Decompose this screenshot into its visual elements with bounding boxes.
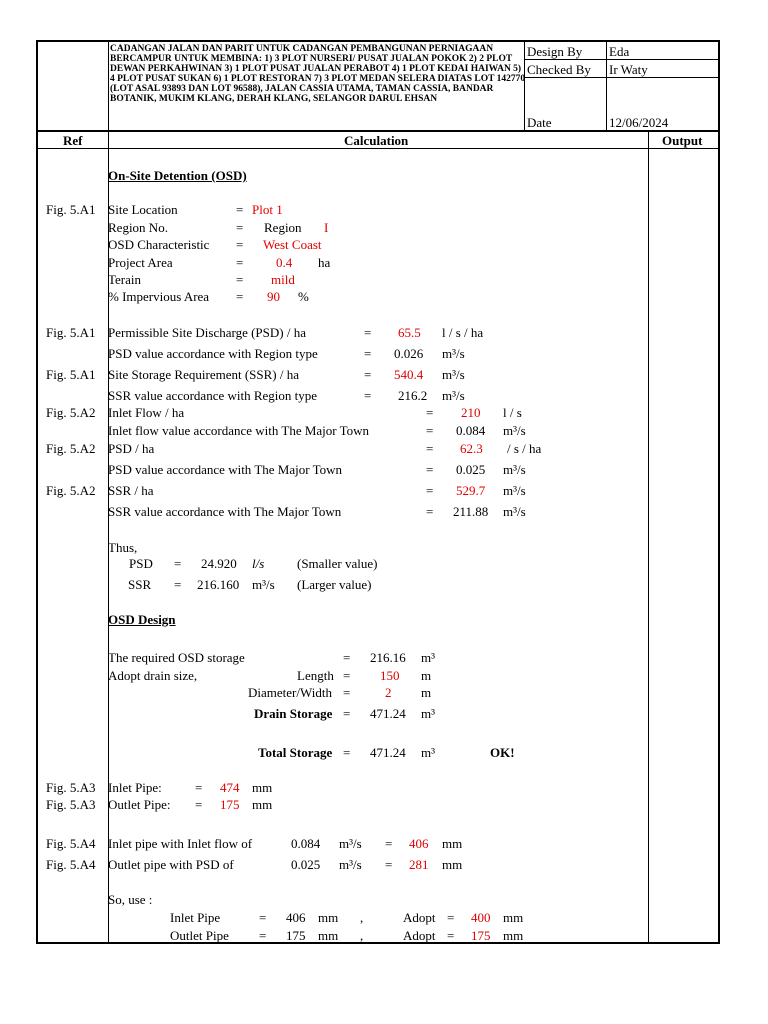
unit-mm: mm	[442, 857, 463, 872]
unit-m3s: m³/s	[339, 857, 362, 872]
design-by-label: Design By	[527, 44, 583, 59]
project-area-label: Project Area	[108, 255, 173, 270]
inlet-pipe-size-value: 406	[409, 836, 429, 851]
equals-sign: =	[259, 910, 267, 925]
equals-sign: =	[364, 388, 372, 403]
equals-sign: =	[195, 780, 203, 795]
equals-sign: =	[426, 441, 434, 456]
ssr-per-ha-town-label: SSR / ha	[108, 483, 154, 498]
unit-mm: mm	[252, 797, 273, 812]
adopt-word: Adopt	[403, 910, 436, 925]
ssr-per-ha-value: 540.4	[394, 367, 424, 382]
ref-label: Fig. 5.A2	[46, 483, 96, 498]
psd-per-ha-town-unit: / s / ha	[507, 441, 542, 456]
adopt-inlet-value: 400	[471, 910, 491, 925]
adopt-word: Adopt	[403, 928, 436, 943]
comma: ,	[360, 910, 364, 925]
unit-mm: mm	[318, 928, 339, 943]
ssr-region-label: SSR value accordance with Region type	[108, 388, 318, 403]
psd-per-ha-town-value: 62.3	[460, 441, 483, 456]
ssr-region-value: 216.2	[398, 388, 428, 403]
ref-label: Fig. 5.A1	[46, 367, 96, 382]
terain-label: Terain	[108, 272, 142, 287]
ref-label: Fig. 5.A4	[46, 836, 96, 851]
unit-m3: m³	[421, 650, 436, 665]
equals-sign: =	[174, 577, 182, 592]
unit-m3s: m³/s	[442, 346, 465, 361]
outlet-pipe-value: 175	[220, 797, 240, 812]
ref-label: Fig. 5.A1	[46, 202, 96, 217]
psd-final-note: (Smaller value)	[297, 556, 378, 571]
use-inlet-value: 406	[286, 910, 306, 925]
required-storage-label: The required OSD storage	[108, 650, 245, 665]
equals-sign: =	[426, 483, 434, 498]
ref-label: Fig. 5.A3	[46, 797, 96, 812]
use-outlet-value: 175	[286, 928, 306, 943]
output-column-header: Output	[662, 133, 703, 148]
ssr-per-ha-town-value: 529.7	[456, 483, 486, 498]
region-value: I	[324, 220, 329, 235]
inlet-flow-per-ha-label: Inlet Flow / ha	[108, 405, 185, 420]
inlet-flow-per-ha-unit: l / s	[503, 405, 522, 420]
ref-label: Fig. 5.A2	[46, 441, 96, 456]
psd-town-label: PSD value accordance with The Major Town	[108, 462, 342, 477]
equals-sign: =	[426, 504, 434, 519]
impervious-area-value: 90	[267, 289, 280, 304]
equals-sign: =	[343, 745, 351, 760]
use-inlet-label: Inlet Pipe	[170, 910, 221, 925]
osd-characteristic-label: OSD Characteristic	[108, 237, 210, 252]
equals-sign: =	[236, 237, 244, 252]
project-area-value: 0.4	[276, 255, 293, 270]
equals-sign: =	[426, 405, 434, 420]
psd-region-label: PSD value accordance with Region type	[108, 346, 318, 361]
inlet-flow-town-label: Inlet flow value accordance with The Major Town	[108, 423, 370, 438]
psd-town-value: 0.025	[456, 462, 486, 477]
psd-per-ha-unit: l / s / ha	[442, 325, 484, 340]
equals-sign: =	[385, 836, 393, 851]
site-location-value: Plot 1	[252, 202, 283, 217]
equals-sign: =	[236, 289, 244, 304]
equals-sign: =	[426, 423, 434, 438]
equals-sign: =	[364, 325, 372, 340]
checked-by-value: Ir Waty	[609, 62, 648, 77]
psd-per-ha-town-label: PSD / ha	[108, 441, 155, 456]
unit-mm: mm	[318, 910, 339, 925]
unit-m3: m³	[421, 745, 436, 760]
ref-label: Fig. 5.A2	[46, 405, 96, 420]
design-by-value: Eda	[609, 44, 630, 59]
equals-sign: =	[343, 706, 351, 721]
unit-m3s: m³/s	[252, 577, 275, 592]
ok-status: OK!	[490, 745, 515, 760]
total-storage-value: 471.24	[370, 745, 406, 760]
outlet-pipe-psd-label: Outlet pipe with PSD of	[108, 857, 234, 872]
diameter-value: 2	[385, 685, 392, 700]
equals-sign: =	[385, 857, 393, 872]
equals-sign: =	[343, 650, 351, 665]
ssr-final-label: SSR	[128, 577, 152, 592]
outlet-pipe-label: Outlet Pipe:	[108, 797, 171, 812]
total-storage-label: Total Storage	[258, 745, 333, 760]
inlet-flow-town-value: 0.084	[456, 423, 486, 438]
equals-sign: =	[236, 202, 244, 217]
terain-value: mild	[271, 272, 295, 287]
ssr-town-value: 211.88	[453, 504, 489, 519]
psd-final-label: PSD	[129, 556, 153, 571]
outlet-pipe-size-value: 281	[409, 857, 429, 872]
osd-design-heading: OSD Design	[108, 612, 176, 627]
ssr-town-label: SSR value accordance with The Major Town	[108, 504, 342, 519]
drain-storage-label: Drain Storage	[254, 706, 333, 721]
ssr-per-ha-label: Site Storage Requirement (SSR) / ha	[108, 367, 300, 382]
checked-by-label: Checked By	[527, 62, 591, 77]
equals-sign: =	[426, 462, 434, 477]
region-word: Region	[264, 220, 302, 235]
date-value: 12/06/2024	[609, 115, 669, 130]
comma: ,	[360, 928, 364, 943]
unit-m: m	[421, 668, 432, 683]
osd-characteristic-value: West Coast	[263, 237, 322, 252]
date-label: Date	[527, 115, 552, 130]
adopt-outlet-value: 175	[471, 928, 491, 943]
unit-mm: mm	[503, 910, 524, 925]
ref-label: Fig. 5.A3	[46, 780, 96, 795]
impervious-area-label: % Impervious Area	[108, 289, 210, 304]
calculation-column-header: Calculation	[344, 133, 409, 148]
unit-m: m	[421, 685, 432, 700]
inlet-pipe-value: 474	[220, 780, 240, 795]
equals-sign: =	[447, 910, 455, 925]
ssr-final-note: (Larger value)	[297, 577, 372, 592]
equals-sign: =	[364, 367, 372, 382]
equals-sign: =	[447, 928, 455, 943]
required-storage-value: 216.16	[370, 650, 406, 665]
inlet-pipe-label: Inlet Pipe:	[108, 780, 162, 795]
impervious-area-unit: %	[298, 289, 309, 304]
ref-label: Fig. 5.A4	[46, 857, 96, 872]
psd-region-value: 0.026	[394, 346, 424, 361]
so-use-label: So, use :	[108, 892, 153, 907]
ref-column-header: Ref	[63, 133, 83, 148]
psd-per-ha-value: 65.5	[398, 325, 421, 340]
inlet-pipe-flow-label: Inlet pipe with Inlet flow of	[108, 836, 253, 851]
inlet-pipe-flow-value: 0.084	[291, 836, 321, 851]
project-title: CADANGAN JALAN DAN PARIT UNTUK CADANGAN PEMBANGUNAN PERNIAGAAN BERCAMPUR UNTUK MEMBINA: 1) 3 PLOT NURSERI/ PUSAT JUALAN POKOK 2) 2 PLOT DEWAN PERKAHWINAN 3) 1 PLOT PUSAT JUALAN PERABOT 4) 1 PLOT KEDAI HAIWAN 5) 4 PLOT PUSAT SUKAN 6) 1 PLOT RESTORAN 7) 3 PLOT MEDAN SELERA DIATAS LOT 142770 (LOT ASAL 93893 DAN LOT 96588), JALAN CASSIA UTAMA, TAMAN CASSIA, BANDAR BOTANIK, MUKIM KLANG, DERAH KLANG, SELANGOR DARUL EHSAN	[110, 44, 526, 104]
unit-m3s: m³/s	[503, 504, 526, 519]
equals-sign: =	[236, 272, 244, 287]
equals-sign: =	[259, 928, 267, 943]
thus-label: Thus,	[108, 540, 138, 555]
psd-per-ha-label: Permissible Site Discharge (PSD) / ha	[108, 325, 306, 340]
unit-m3: m³	[421, 706, 436, 721]
equals-sign: =	[195, 797, 203, 812]
unit-m3s: m³/s	[442, 388, 465, 403]
adopt-drain-label: Adopt drain size,	[108, 668, 198, 683]
header-value-divider	[606, 42, 607, 131]
unit-mm: mm	[252, 780, 273, 795]
unit-m3s: m³/s	[442, 367, 465, 382]
length-label: Length	[297, 668, 334, 683]
equals-sign: =	[343, 668, 351, 683]
psd-final-value: 24.920	[201, 556, 237, 571]
equals-sign: =	[174, 556, 182, 571]
drain-storage-value: 471.24	[370, 706, 406, 721]
psd-final-unit: l/s	[252, 556, 265, 571]
unit-mm: mm	[442, 836, 463, 851]
unit-m3s: m³/s	[503, 423, 526, 438]
unit-m3s: m³/s	[503, 483, 526, 498]
output-column-divider	[648, 131, 649, 944]
ref-label: Fig. 5.A1	[46, 325, 96, 340]
equals-sign: =	[364, 346, 372, 361]
diameter-label: Diameter/Width	[248, 685, 332, 700]
equals-sign: =	[236, 220, 244, 235]
site-location-label: Site Location	[108, 202, 178, 217]
equals-sign: =	[236, 255, 244, 270]
region-label: Region No.	[108, 220, 168, 235]
unit-m3s: m³/s	[339, 836, 362, 851]
ssr-final-value: 216.160	[197, 577, 240, 592]
unit-mm: mm	[503, 928, 524, 943]
equals-sign: =	[343, 685, 351, 700]
outlet-pipe-psd-value: 0.025	[291, 857, 321, 872]
osd-heading: On-Site Detention (OSD)	[108, 168, 247, 183]
unit-m3s: m³/s	[503, 462, 526, 477]
length-value: 150	[380, 668, 400, 683]
project-area-unit: ha	[318, 255, 331, 270]
use-outlet-label: Outlet Pipe	[170, 928, 229, 943]
inlet-flow-per-ha-value: 210	[461, 405, 481, 420]
